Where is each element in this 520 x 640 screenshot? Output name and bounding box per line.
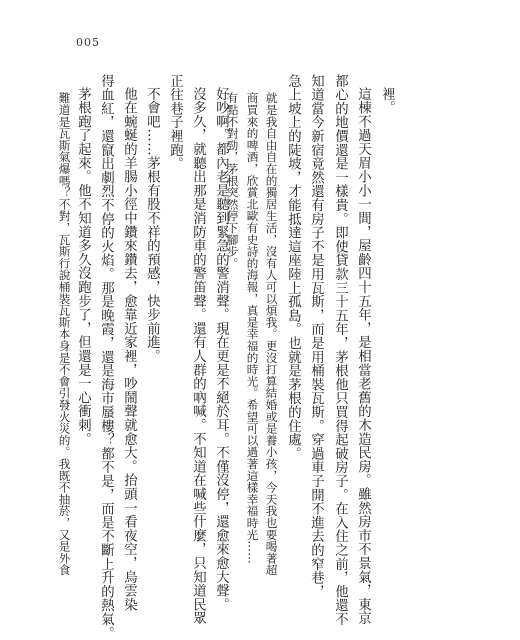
diary-column: 就是我自由自在的獨居生活，沒有人可以煩我。更沒打算結婚或是養小孩，今天我也要喝著超 <box>264 92 279 576</box>
text-column: 得血紅，還竄出劇烈不停的火焰。那是晚霞，還是海市蜃樓？都不是，而是不斷上升的熱氣。 <box>98 74 114 640</box>
diary-column: 有點不對勁，茅根突然停下腳步。 <box>225 92 240 269</box>
diary-column: 難道是瓦斯氣爆嗎？不對，瓦斯行說桶裝瓦斯本身是不會引發火災的。我既不抽菸，又是外食 <box>57 92 72 576</box>
text-column: 不會吧……茅根有股不祥的預感，快步前進。 <box>144 87 160 363</box>
text-column: 裡。 <box>379 87 395 115</box>
text-column: 他在蜿蜒的羊腸小徑中鑽來鑽去，愈靠近家裡，吵鬧聲就愈大。抬頭一看夜空，烏雲染 <box>121 87 137 612</box>
text-column: 正往巷子裡跑。 <box>167 74 183 171</box>
text-column: 這棟不過天眉小小一間，屋齡四十五年，是相當老舊的木造民房。雖然房市不景氣，東京 <box>355 87 371 626</box>
diary-column: 商買來的啤酒，欣賞北歐有史詩的海報，真是幸福的時光。希望可以過著這樣幸福時光…… <box>245 92 260 564</box>
text-column: 好吵啊。都內老是聽到緊急的警消聲。現在更是不絕於耳。不僅沒停，還愈來愈大聲。 <box>213 87 229 612</box>
text-column: 茅根跑了起來。他不知道多久沒跑步了，但還是一心衝刺。 <box>75 87 91 446</box>
text-column: 知道當今新宿竟然還有房子不是用瓦斯，而是用桶裝瓦斯。穿過車子開不進去的窄巷， <box>308 74 324 599</box>
text-column: 急上坡上的陡坡，才能抵達這座陸上孤島。也就是茅根的住處。 <box>285 74 301 461</box>
page-number: 005 <box>76 36 100 49</box>
text-column: 都心的地價還是一樣貴。即使貸款三十五年，茅根他只買得起破房子。在入住之前，他還不 <box>332 74 348 626</box>
text-column: 沒多久，就聽出那是消防車的警笛聲。還有人群的吶喊。不知道在喊些什麼，只知道民眾 <box>190 87 206 626</box>
